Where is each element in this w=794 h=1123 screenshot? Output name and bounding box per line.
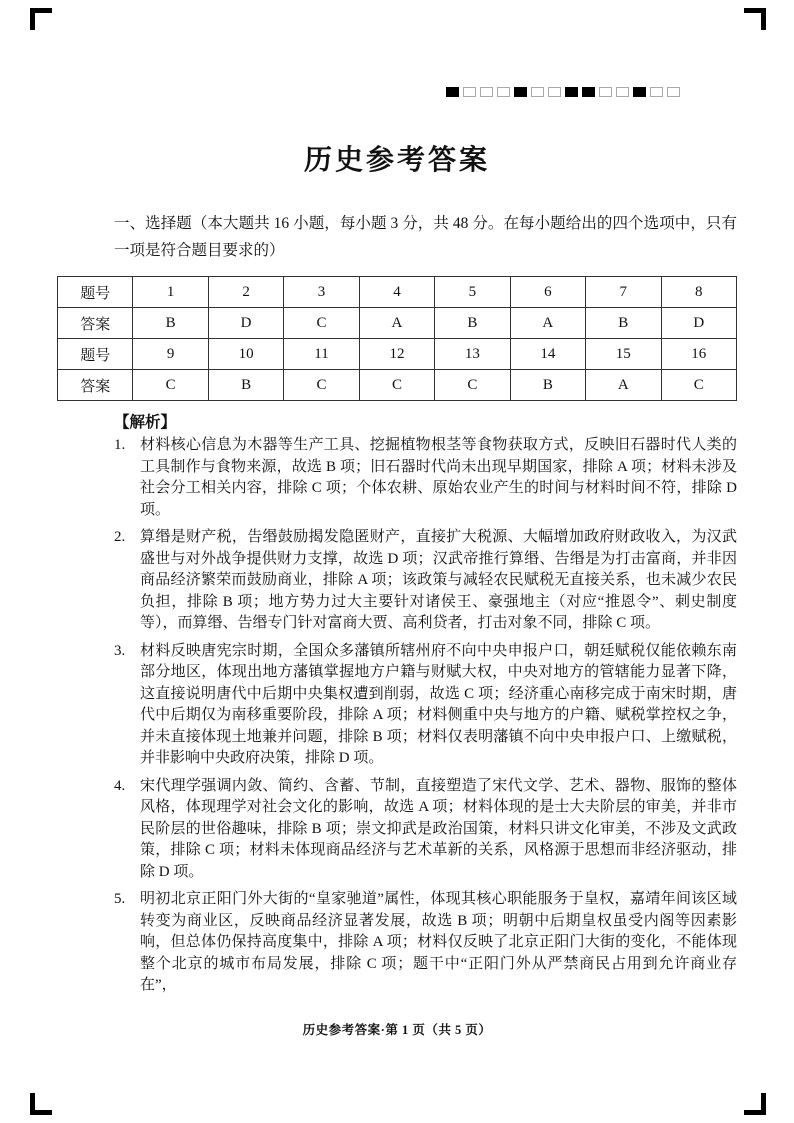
question-number-cell: 9	[133, 339, 208, 370]
answer-cell: B	[510, 370, 585, 401]
item-text: 算缗是财产税，告缗鼓励揭发隐匿财产，直接扩大税源、大幅增加政府财政收入，为汉武盛世与对外战争提供财力支撑，故选 D 项；汉武帝推行算缗、告缗是为打击富商，并非因商品经济繁荣而鼓励商业，排除 A 项；该政策与减轻农民赋税无直接关系，也未减少农民负担，排除 B 项；地方势力过大主要针对诸侯王、豪强地主（对应“推恩令”、刺史制度等），而算缗、告缗专门针对富商大贾、高利贷者，打击对象不同，排除 C 项。	[140, 529, 737, 631]
empty-square-mark	[480, 87, 493, 97]
section-heading: 一、选择题（本大题共 16 小题，每小题 3 分，共 48 分。在每小题给出的四个选项中，只有一项是符合题目要求的）	[114, 215, 737, 259]
item-number: 1.	[114, 437, 126, 453]
page-title: 历史参考答案	[303, 145, 490, 176]
question-number-cell: 7	[586, 277, 661, 308]
answer-cell: C	[661, 370, 737, 401]
table-row	[58, 308, 737, 339]
crop-mark-bottom-right	[744, 1093, 766, 1115]
empty-square-mark	[531, 87, 544, 97]
question-number-cell: 14	[510, 339, 585, 370]
question-number-cell: 2	[208, 277, 283, 308]
question-number-cell: 1	[133, 277, 208, 308]
crop-mark-bottom-left	[30, 1093, 52, 1115]
table-row	[58, 277, 737, 308]
registration-squares	[446, 87, 680, 97]
answer-cell: D	[661, 308, 737, 339]
analysis-label: 【解析】	[114, 414, 177, 431]
filled-square-mark	[582, 87, 595, 97]
crop-mark-top-left	[30, 8, 52, 30]
answer-cell: A	[586, 370, 661, 401]
question-number-cell: 15	[586, 339, 661, 370]
row-header-cell: 答案	[58, 308, 133, 339]
row-header-cell: 题号	[58, 277, 133, 308]
answer-cell: B	[133, 308, 208, 339]
answer-cell: A	[510, 308, 585, 339]
answer-table	[57, 276, 737, 401]
table-row	[58, 339, 737, 370]
answer-cell: C	[133, 370, 208, 401]
question-number-cell: 13	[435, 339, 510, 370]
empty-square-mark	[650, 87, 663, 97]
question-number-cell: 8	[661, 277, 737, 308]
answer-cell: D	[208, 308, 283, 339]
question-number-cell: 5	[435, 277, 510, 308]
row-header-cell: 题号	[58, 339, 133, 370]
empty-square-mark	[548, 87, 561, 97]
question-number-cell: 11	[284, 339, 359, 370]
item-text: 材料核心信息为木器等生产工具、挖掘植物根茎等食物获取方式，反映旧石器时代人类的工具制作与食物来源，故选 B 项；旧石器时代尚未出现早期国家，排除 A 项；材料未涉及社会分工相关内容，排除 C 项；个体农耕、原始农业产生的时间与材料时间不符，排除 D 项。	[140, 437, 737, 518]
filled-square-mark	[446, 87, 459, 97]
analysis-item	[114, 641, 737, 770]
question-number-cell: 10	[208, 339, 283, 370]
analysis-item	[114, 776, 737, 884]
row-header-cell: 答案	[58, 370, 133, 401]
answer-cell: B	[435, 308, 510, 339]
item-number: 4.	[114, 777, 126, 794]
analysis-item	[114, 889, 737, 997]
empty-square-mark	[599, 87, 612, 97]
empty-square-mark	[667, 87, 680, 97]
answer-cell: B	[208, 370, 283, 401]
question-number-cell: 12	[359, 339, 434, 370]
answer-cell: B	[586, 308, 661, 339]
item-number: 2.	[114, 529, 126, 545]
empty-square-mark	[463, 87, 476, 97]
item-text: 宋代理学强调内敛、简约、含蓄、节制，直接塑造了宋代文学、艺术、器物、服饰的整体风格，体现理学对社会文化的影响，故选 A 项；材料体现的是士大夫阶层的审美，并非市民阶层的世俗趣味，排除 B 项；崇文抑武是政治国策，材料只讲文化审美，不涉及文武政策，排除 C 项；材料未体现商品经济与艺术革新的关系，风格源于思想而非经济驱动，排除 D 项。	[140, 777, 737, 880]
item-text: 材料反映唐宪宗时期，全国众多藩镇所辖州府不向中央申报户口，朝廷赋税仅能依赖东南部分地区，体现出地方藩镇掌握地方户籍与财赋大权，中央对地方的管辖能力显著下降，这直接说明唐代中后期中央集权遭到削弱，故选 C 项；经济重心南移完成于南宋时期，唐代中后期仅为南移重要阶段，排除 A 项；材料侧重中央与地方的户籍、赋税掌控权之争，并未直接体现土地兼并问题，排除 B 项；材料仅表明藩镇不向中央申报户口、上缴赋税，并非影响中央政府决策，排除 D 项。	[140, 642, 737, 766]
item-number: 3.	[114, 642, 126, 659]
table-row	[58, 370, 737, 401]
answer-cell: C	[435, 370, 510, 401]
item-number: 5.	[114, 891, 126, 907]
item-text: 明初北京正阳门外大街的“皇家驰道”属性，体现其核心职能服务于皇权，嘉靖年间该区域转变为商业区，反映商品经济显著发展，故选 B 项；明朝中后期皇权虽受内阁等因素影响，但总体仍保持高度集中，排除 A 项；材料仅反映了北京正阳门大街的变化，不能体现整个北京的城市布局发展，排除 C 项；题干中“正阳门外从严禁商民占用到允许商业存在”，	[140, 891, 737, 993]
question-number-cell: 3	[284, 277, 359, 308]
analysis-item	[114, 527, 737, 635]
filled-square-mark	[514, 87, 527, 97]
answer-cell: C	[284, 370, 359, 401]
filled-square-mark	[633, 87, 646, 97]
answer-cell: C	[359, 370, 434, 401]
answer-cell: C	[284, 308, 359, 339]
empty-square-mark	[497, 87, 510, 97]
question-number-cell: 6	[510, 277, 585, 308]
filled-square-mark	[565, 87, 578, 97]
answer-cell: A	[359, 308, 434, 339]
empty-square-mark	[616, 87, 629, 97]
page-footer: 历史参考答案·第 1 页（共 5 页）	[302, 1023, 492, 1037]
question-number-cell: 16	[661, 339, 737, 370]
crop-mark-top-right	[744, 8, 766, 30]
analysis-item	[114, 435, 737, 521]
question-number-cell: 4	[359, 277, 434, 308]
